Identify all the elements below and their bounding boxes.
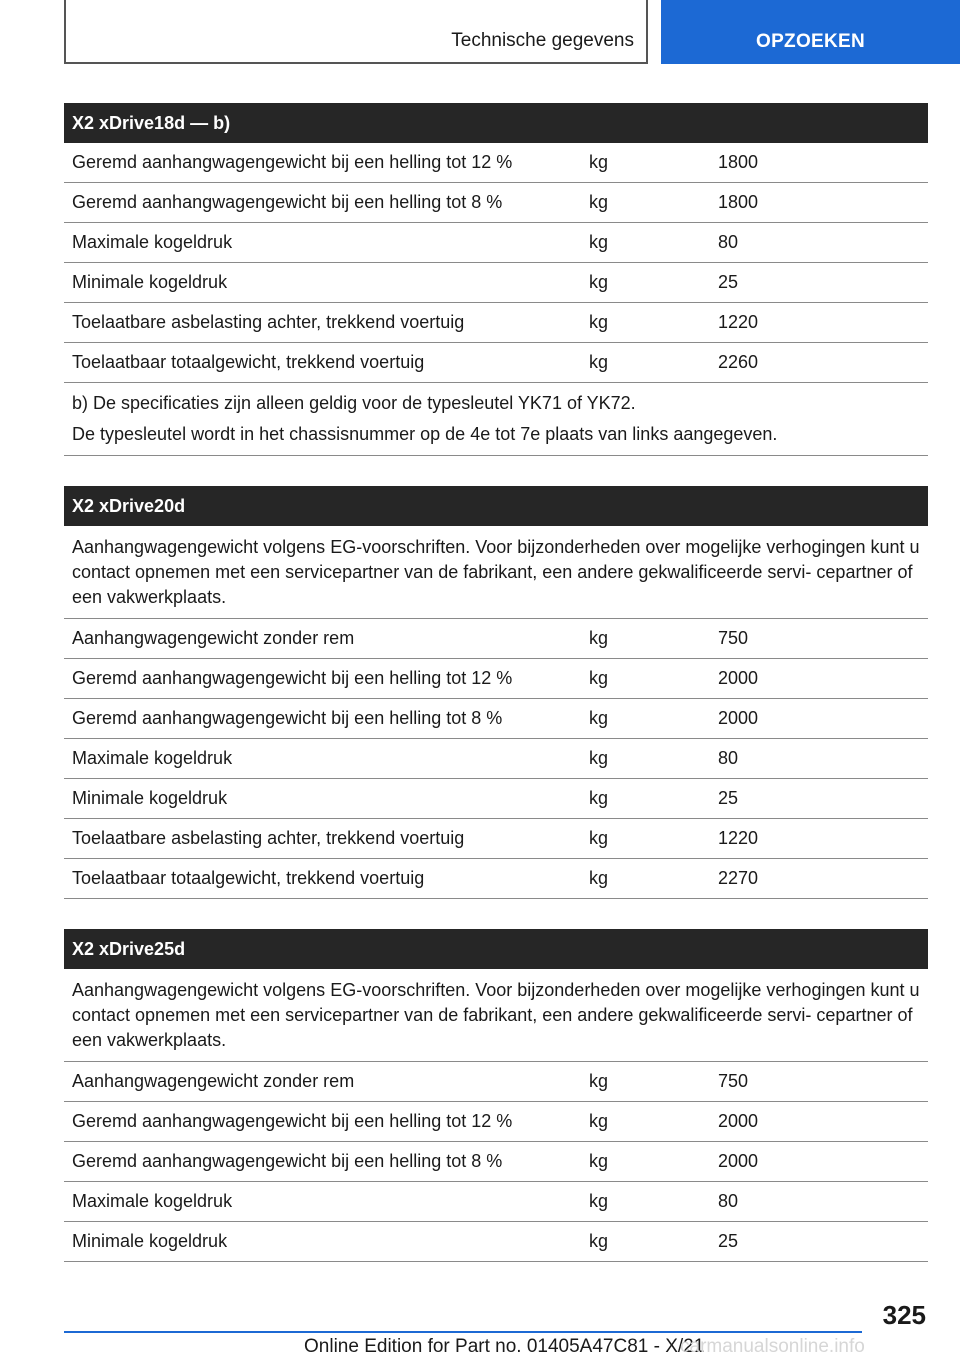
row-value: 2000	[718, 1111, 759, 1131]
row-value: 2000	[718, 1151, 759, 1171]
row-value: 2000	[718, 708, 759, 728]
row-value: 80	[718, 1191, 739, 1211]
table-row	[64, 1182, 928, 1222]
row-unit: kg	[589, 788, 609, 808]
row-label: Toelaatbare asbelasting achter, trekkend voertuig	[72, 828, 465, 848]
spec-content	[64, 103, 928, 1292]
row-value: 80	[718, 748, 739, 768]
row-value: 1220	[718, 312, 759, 332]
footer-watermark: carmanualsonline.info	[680, 1336, 865, 1357]
table-row	[64, 739, 928, 779]
row-label: Geremd aanhangwagengewicht bij een helling tot 12 %	[72, 668, 513, 688]
row-value: 750	[718, 628, 749, 648]
row-unit: kg	[589, 668, 609, 688]
row-unit: kg	[589, 708, 609, 728]
row-label: Geremd aanhangwagengewicht bij een helling tot 8 %	[72, 1151, 503, 1171]
table-row	[64, 1102, 928, 1142]
row-unit: kg	[589, 1191, 609, 1211]
footnote: De typesleutel wordt in het chassisnummer op de 4e tot 7e plaats van links aangegeven.	[72, 424, 778, 444]
row-unit: kg	[589, 312, 609, 332]
row-label: Maximale kogeldruk	[72, 232, 233, 252]
table-row	[64, 1222, 928, 1262]
footnote: b) De specificaties zijn alleen geldig voor de typesleutel YK71 of YK72.	[72, 393, 636, 413]
spec-section	[64, 929, 928, 1262]
section-title: Technische gegevens	[451, 30, 634, 51]
row-label: Aanhangwagengewicht zonder rem	[72, 1071, 355, 1091]
table-row	[64, 1142, 928, 1182]
row-label: Toelaatbaar totaalgewicht, trekkend voertuig	[72, 868, 425, 888]
row-value: 750	[718, 1071, 749, 1091]
table-row	[64, 699, 928, 739]
row-label: Toelaatbaar totaalgewicht, trekkend voertuig	[72, 352, 425, 372]
row-label: Geremd aanhangwagengewicht bij een helling tot 12 %	[72, 1111, 513, 1131]
row-label: Minimale kogeldruk	[72, 1231, 228, 1251]
table-row	[64, 143, 928, 183]
row-unit: kg	[589, 1151, 609, 1171]
section-heading: X2 xDrive20d	[64, 486, 928, 526]
table-row	[64, 619, 928, 659]
section-heading: X2 xDrive25d	[64, 929, 928, 969]
row-value: 25	[718, 272, 739, 292]
row-unit: kg	[589, 1071, 609, 1091]
page-number: 325	[882, 1300, 926, 1330]
row-value: 1800	[718, 192, 759, 212]
table-row	[64, 263, 928, 303]
row-label: Maximale kogeldruk	[72, 1191, 233, 1211]
row-value: 2000	[718, 668, 759, 688]
row-value: 1800	[718, 152, 759, 172]
row-unit: kg	[589, 828, 609, 848]
footer-divider	[64, 1331, 862, 1333]
row-label: Minimale kogeldruk	[72, 788, 228, 808]
row-unit: kg	[589, 1111, 609, 1131]
footnotes	[64, 383, 928, 456]
row-label: Minimale kogeldruk	[72, 272, 228, 292]
header-title-box	[64, 0, 648, 64]
row-label: Geremd aanhangwagengewicht bij een helling tot 8 %	[72, 192, 503, 212]
row-label: Geremd aanhangwagengewicht bij een helling tot 8 %	[72, 708, 503, 728]
table-row	[64, 659, 928, 699]
table-row	[64, 303, 928, 343]
table-row	[64, 859, 928, 899]
row-unit: kg	[589, 232, 609, 252]
row-value: 25	[718, 1231, 739, 1251]
row-unit: kg	[589, 192, 609, 212]
row-value: 2260	[718, 352, 759, 372]
table-row	[64, 223, 928, 263]
row-unit: kg	[589, 352, 609, 372]
row-label: Aanhangwagengewicht zonder rem	[72, 628, 355, 648]
row-unit: kg	[589, 272, 609, 292]
row-label: Maximale kogeldruk	[72, 748, 233, 768]
row-unit: kg	[589, 152, 609, 172]
row-unit: kg	[589, 1231, 609, 1251]
row-label: Toelaatbare asbelasting achter, trekkend voertuig	[72, 312, 465, 332]
row-value: 25	[718, 788, 739, 808]
table-row	[64, 343, 928, 383]
row-label: Geremd aanhangwagengewicht bij een helling tot 12 %	[72, 152, 513, 172]
section-intro: Aanhangwagengewicht volgens EG-voorschriften. Voor bijzonderheden over mogelijke verhogingen kunt u contact opnemen met een servicepartner van de fabrikant, een andere gekwalificeerde servi‐ cepartner of een vakwerkplaats.	[64, 526, 928, 619]
table-row	[64, 183, 928, 223]
section-heading: X2 xDrive18d — b)	[64, 103, 928, 143]
table-row	[64, 1062, 928, 1102]
row-value: 1220	[718, 828, 759, 848]
row-value: 2270	[718, 868, 759, 888]
search-button[interactable]: OPZOEKEN	[661, 0, 960, 64]
table-row	[64, 819, 928, 859]
table-row	[64, 779, 928, 819]
row-value: 80	[718, 232, 739, 252]
section-intro: Aanhangwagengewicht volgens EG-voorschriften. Voor bijzonderheden over mogelijke verhogingen kunt u contact opnemen met een servicepartner van de fabrikant, een andere gekwalificeerde servi‐ cepartner of een vakwerkplaats.	[64, 969, 928, 1062]
spec-section	[64, 486, 928, 899]
row-unit: kg	[589, 748, 609, 768]
footer-edition: Online Edition for Part no. 01405A47C81 - X/21	[304, 1336, 705, 1357]
row-unit: kg	[589, 628, 609, 648]
spec-section	[64, 103, 928, 456]
row-unit: kg	[589, 868, 609, 888]
